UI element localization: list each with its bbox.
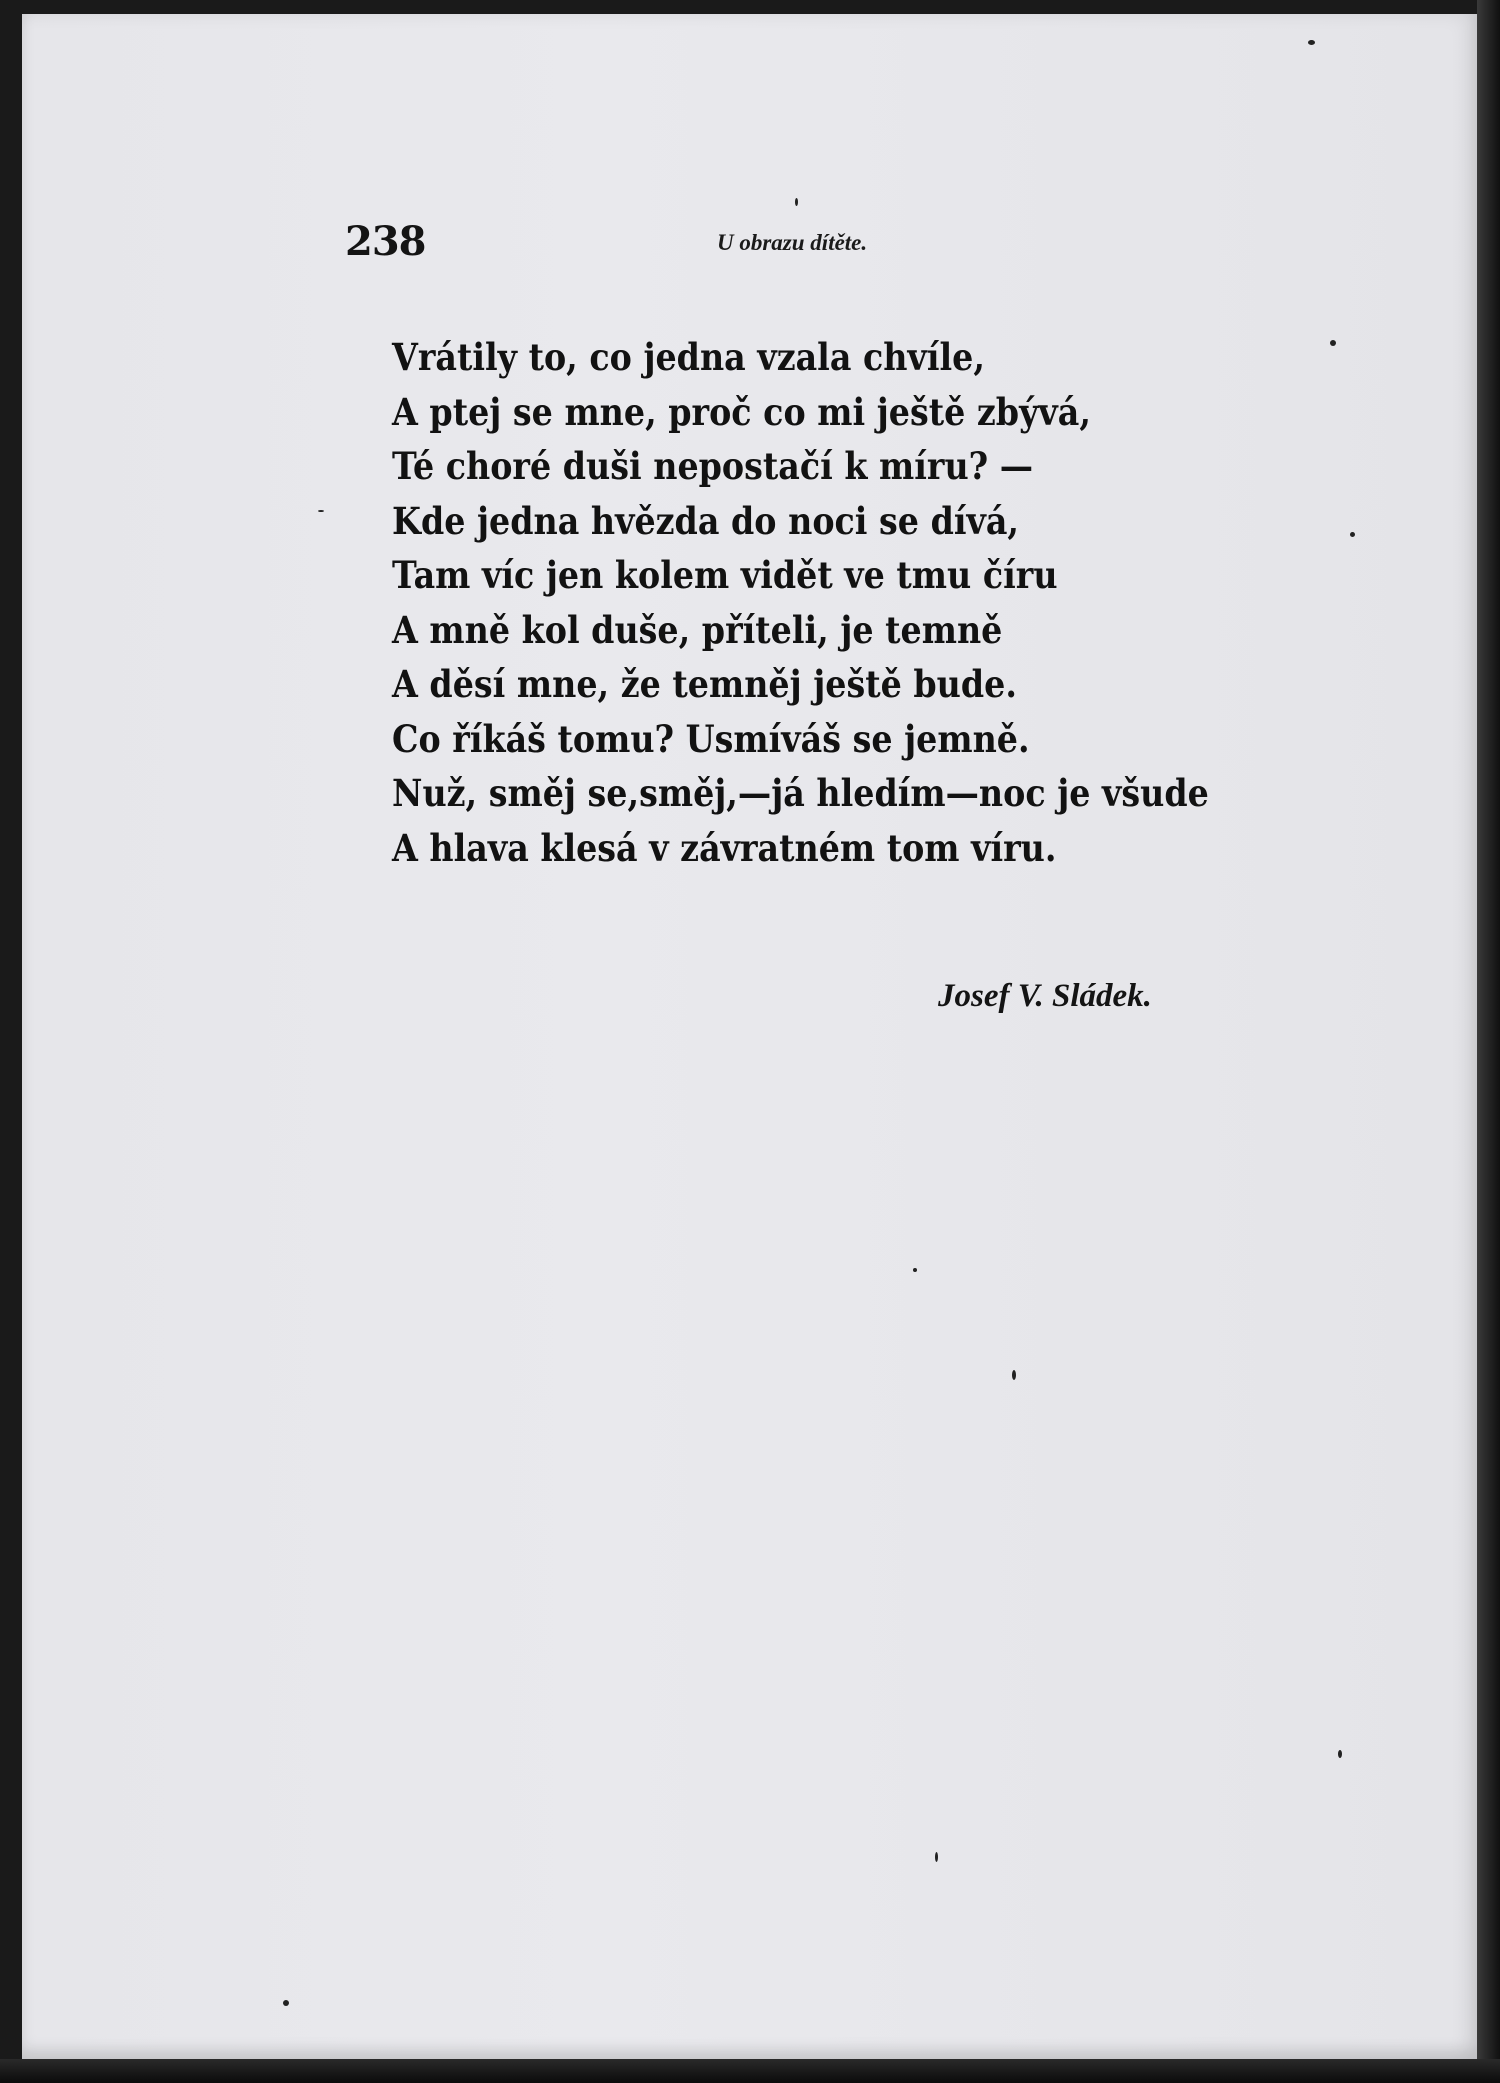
poem-line: A ptej se mne, proč co mi ještě zbývá, [392, 389, 1091, 434]
running-title: U obrazu dítěte. [717, 230, 868, 255]
scan-speck [1308, 40, 1315, 45]
scan-speck [1338, 1750, 1342, 1758]
poem-stanza [392, 330, 1247, 875]
scan-edge-right [1477, 0, 1500, 2083]
poem-line: A mně kol duše, příteli, je temně [392, 607, 1003, 652]
poem-line: Vrátily to, co jedna vzala chvíle, [392, 335, 985, 379]
show-through-text [400, 1465, 1280, 1509]
page-number: 238 [345, 218, 426, 265]
poem-line: Tam víc jen kolem vidět ve tmu číru [392, 553, 1058, 597]
poem-line: Kde jedna hvězda do noci se dívá, [392, 498, 1020, 543]
book-page [22, 14, 1477, 2059]
scan-speck [318, 510, 324, 512]
poem-line: Co říkáš tomu? Usmíváš se jemně. [392, 716, 1030, 761]
scan-speck [1350, 532, 1355, 537]
author-signature: Josef V. Sládek. [938, 978, 1152, 1014]
poem-line: A děsí mne, že temněj ještě bude. [392, 662, 1017, 706]
page-header [345, 218, 1245, 278]
poem-line: Té choré duši nepostačí k míru? — [392, 444, 1034, 488]
poem-line: A hlava klesá v závratném tom víru. [392, 825, 1057, 870]
scan-speck [795, 198, 798, 206]
scan-speck [913, 1268, 917, 1272]
scan-speck [283, 2000, 289, 2006]
scan-speck [935, 1852, 938, 1862]
poem-line: Nuž, směj se,směj,—já hledím—noc je všude [392, 771, 1209, 815]
scan-speck [1330, 340, 1336, 346]
scan-edge-bottom [0, 2059, 1500, 2083]
scan-speck [1012, 1370, 1016, 1380]
